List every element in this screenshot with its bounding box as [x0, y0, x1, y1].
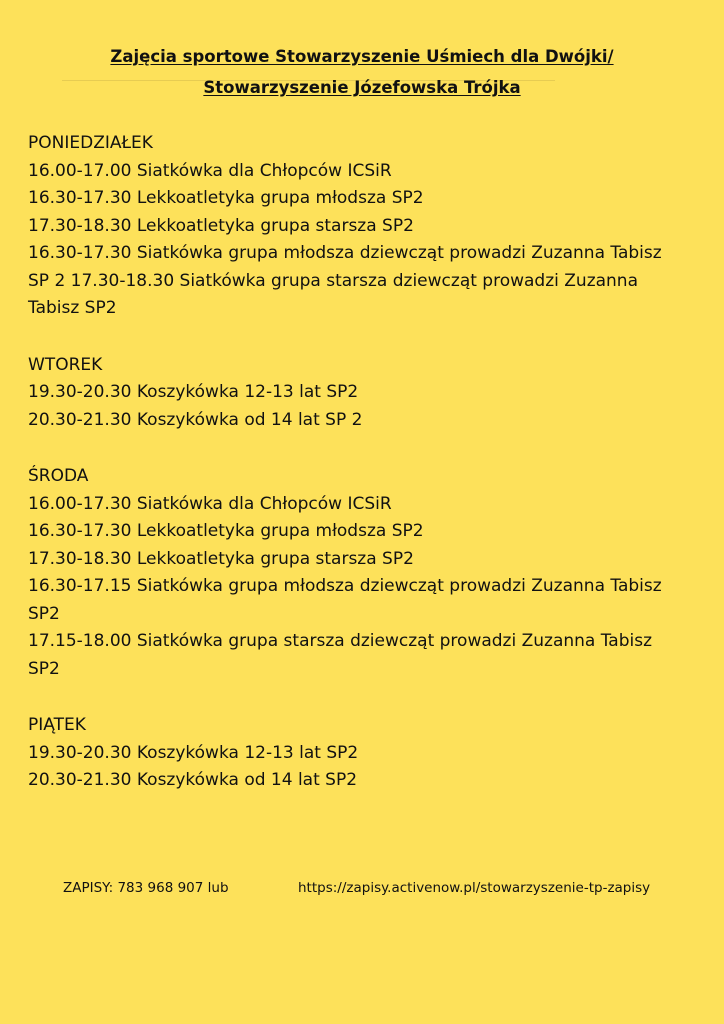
signup-phone-text: ZAPISY: 783 968 907 lub	[63, 880, 229, 896]
schedule-entry: 17.30-18.30 Lekkoatletyka grupa starsza SP2	[28, 215, 414, 236]
schedule-entry: 17.15-18.00 Siatkówka grupa starsza dziewcząt prowadzi Zuzanna Tabisz	[28, 631, 653, 651]
schedule-entry: 16.00-17.00 Siatkówka dla Chłopców ICSiR	[28, 160, 392, 181]
schedule-entry: 16.30-17.30 Siatkówka grupa młodsza dziewcząt prowadzi Zuzanna Tabisz	[28, 243, 662, 263]
schedule-entry: 19.30-20.30 Koszykówka 12-13 lat SP2	[28, 742, 359, 763]
schedule-entry: SP2	[28, 603, 60, 624]
page-title-line-2: Stowarzyszenie Józefowska Trójka	[203, 78, 521, 97]
day-heading-wednesday: ŚRODA	[28, 466, 89, 486]
signup-url-link[interactable]: https://zapisy.activenow.pl/stowarzyszenie-tp-zapisy	[298, 880, 651, 896]
day-block-wednesday	[28, 463, 708, 683]
schedule-entry: Tabisz SP2	[28, 298, 117, 318]
schedule-entry: 16.00-17.30 Siatkówka dla Chłopców ICSiR	[28, 493, 392, 514]
schedule-entry: 20.30-21.30 Koszykówka od 14 lat SP2	[28, 770, 358, 790]
day-block-friday	[28, 712, 708, 795]
day-block-tuesday	[28, 352, 708, 435]
day-heading-friday: PIĄTEK	[28, 715, 86, 735]
schedule-entry: 19.30-20.30 Koszykówka 12-13 lat SP2	[28, 382, 359, 402]
schedule-entry: 17.30-18.30 Lekkoatletyka grupa starsza SP2	[28, 548, 414, 569]
schedule-entry: SP 2 17.30-18.30 Siatkówka grupa starsza dziewcząt prowadzi Zuzanna	[28, 270, 638, 291]
schedule-entry: 16.30-17.15 Siatkówka grupa młodsza dziewcząt prowadzi Zuzanna Tabisz	[28, 576, 662, 596]
page-title-line-1: Zajęcia sportowe Stowarzyszenie Uśmiech dla Dwójki/	[110, 47, 614, 66]
day-heading-tuesday: WTOREK	[28, 354, 103, 375]
day-block-monday	[28, 130, 708, 323]
schedule-entry: 16.30-17.30 Lekkoatletyka grupa młodsza SP2	[28, 188, 424, 208]
schedule	[28, 130, 708, 824]
day-heading-monday: PONIEDZIAŁEK	[28, 133, 153, 153]
schedule-entry: SP2	[28, 658, 60, 679]
schedule-entry: 16.30-17.30 Lekkoatletyka grupa młodsza SP2	[28, 521, 424, 541]
schedule-entry: 20.30-21.30 Koszykówka od 14 lat SP 2	[28, 409, 363, 430]
